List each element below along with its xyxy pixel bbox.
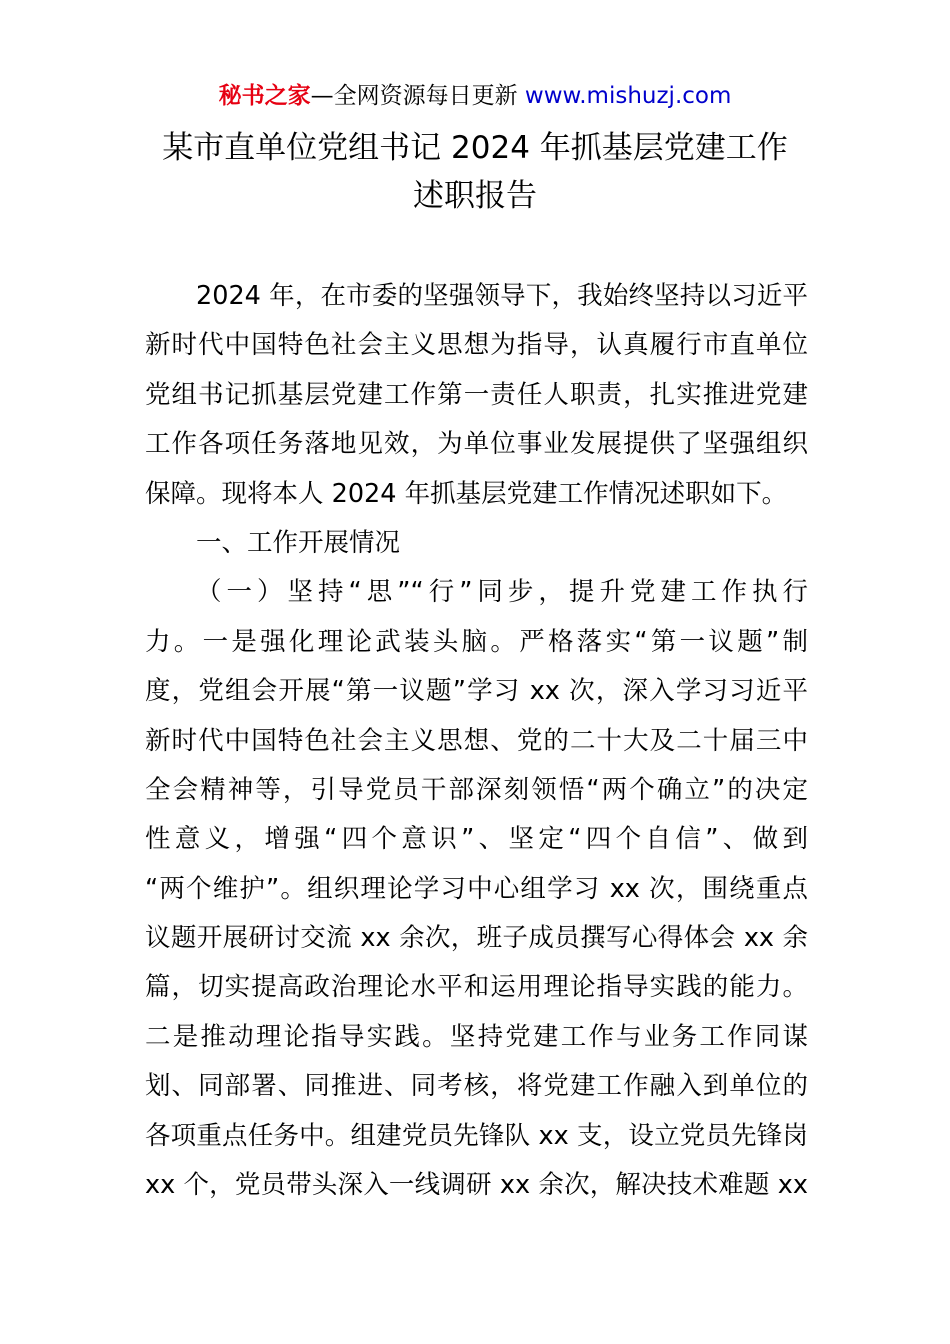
body-line: 新时代中国特色社会主义思想为指导，认真履行市直单位 [145, 330, 808, 361]
body-line: 各项重点任务中。组建党员先锋队 xx 支，设立党员先锋岗 [145, 1120, 808, 1151]
body-line: “两个维护”。组织理论学习中心组学习 xx 次，围绕重点 [145, 873, 808, 904]
document-body [145, 272, 808, 1210]
body-line: 划、同部署、同推进、同考核，将党建工作融入到单位的 [145, 1071, 808, 1102]
body-line: 工作各项任务落地见效，为单位事业发展提供了坚强组织 [145, 429, 808, 460]
body-line: 新时代中国特色社会主义思想、党的二十大及二十届三中 [145, 725, 808, 756]
body-line: 保障。现将本人 2024 年抓基层党建工作情况述职如下。 [145, 478, 788, 509]
body-line: 力。一是强化理论武装头脑。严格落实“第一议题”制 [145, 626, 808, 657]
site-header [0, 78, 950, 114]
body-line: 议题开展研讨交流 xx 余次，班子成员撰写心得体会 xx 余 [145, 923, 808, 954]
title-line-2: 述职报告 [413, 178, 537, 214]
body-line: 党组书记抓基层党建工作第一责任人职责，扎实推进党建 [145, 379, 808, 410]
section-heading: 一、工作开展情况 [196, 527, 401, 558]
site-url[interactable]: www.mishuzj.com [524, 83, 732, 109]
header-tagline: —全网资源每日更新 [310, 83, 518, 109]
body-line: （一）坚持“思”“行”同步，提升党建工作执行 [196, 577, 808, 608]
body-line: 二是推动理论指导实践。坚持党建工作与业务工作同谋 [145, 1021, 808, 1052]
body-line: 篇，切实提高政治理论水平和运用理论指导实践的能力。 [145, 972, 808, 1003]
brand-name: 秘书之家 [218, 83, 311, 109]
body-line: 性意义，增强“四个意识”、坚定“四个自信”、做到 [145, 824, 808, 855]
body-line: xx 个，党员带头深入一线调研 xx 余次，解决技术难题 xx [145, 1170, 808, 1201]
body-line: 全会精神等，引导党员干部深刻领悟“两个确立”的决定 [145, 774, 808, 805]
body-line: 2024 年，在市委的坚强领导下，我始终坚持以习近平 [196, 281, 808, 311]
body-line: 度，党组会开展“第一议题”学习 xx 次，深入学习习近平 [145, 676, 808, 707]
title-line-1: 某市直单位党组书记 2024 年抓基层党建工作 [162, 130, 788, 166]
document-title [0, 124, 950, 220]
